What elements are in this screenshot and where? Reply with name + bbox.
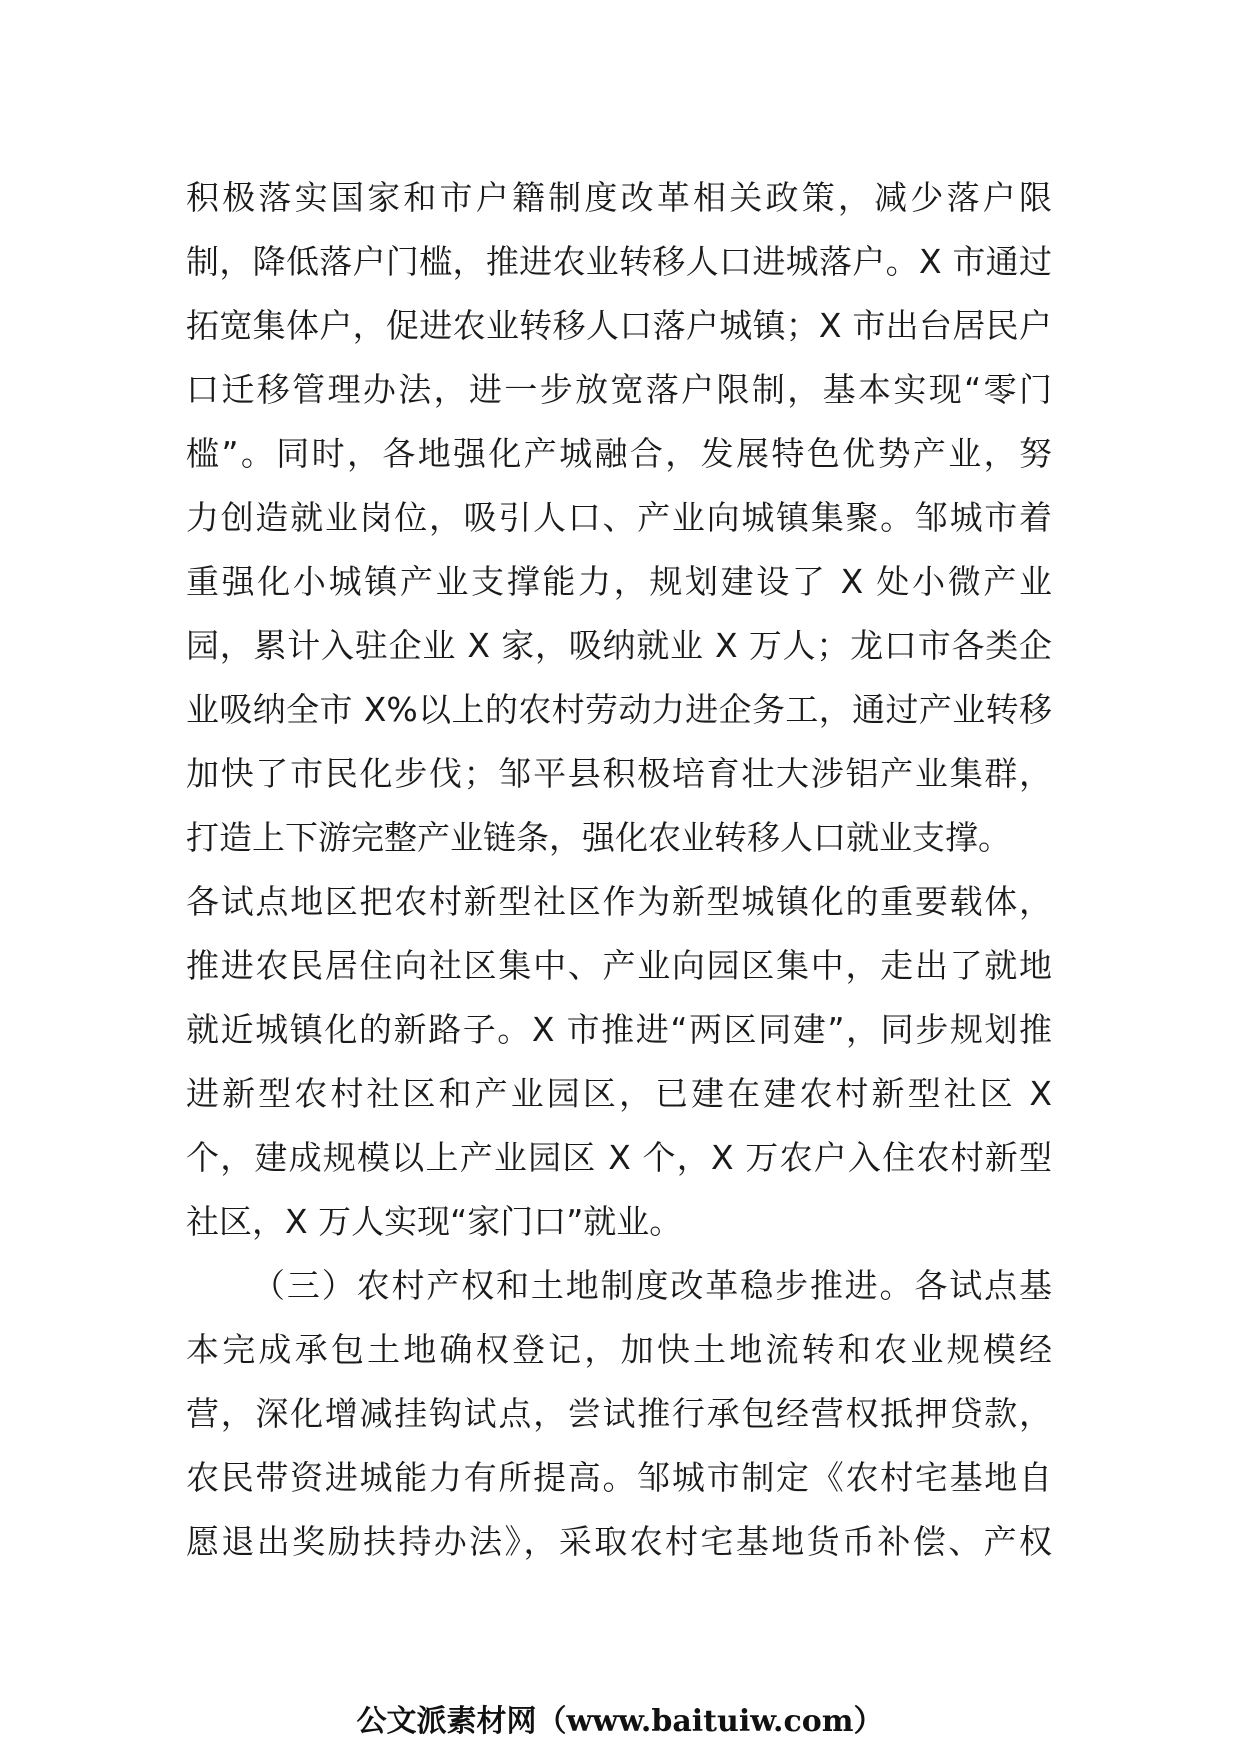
text-line-15: 进新型农村社区和产业园区，已建在建农村新型社区 X (186, 1074, 1052, 1113)
text-line-6: 力创造就业岗位，吸引人口、产业向城镇集聚。邹城市着 (186, 498, 1052, 537)
text-line-8: 园，累计入驻企业 X 家，吸纳就业 X 万人；龙口市各类企 (186, 626, 1052, 665)
section-heading-line: （三）农村产权和土地制度改革稳步推进。各试点基 (252, 1266, 1052, 1305)
text-line-2: 制，降低落户门槛，推进农业转移人口进城落户。X 市通过 (186, 242, 1052, 281)
text-line-21: 农民带资进城能力有所提高。邹城市制定《农村宅基地自 (186, 1458, 1052, 1497)
text-line-17: 社区，X 万人实现“家门口”就业。 (186, 1202, 683, 1241)
text-line-20: 营，深化增减挂钩试点，尝试推行承包经营权抵押贷款， (186, 1394, 1052, 1433)
text-line-13: 推进农民居住向社区集中、产业向园区集中，走出了就地 (186, 946, 1052, 985)
text-line-4: 口迁移管理办法，进一步放宽落户限制，基本实现“零门 (186, 370, 1052, 409)
text-line-11: 打造上下游完整产业链条，强化农业转移人口就业支撑。 (186, 818, 1011, 857)
text-line-22: 愿退出奖励扶持办法》，采取农村宅基地货币补偿、产权 (186, 1522, 1052, 1561)
text-line-3: 拓宽集体户，促进农业转移人口落户城镇；X 市出台居民户 (186, 306, 1052, 345)
body-text (186, 166, 1052, 1574)
text-line-1: 积极落实国家和市户籍制度改革相关政策，减少落户限 (186, 178, 1052, 217)
text-line-7: 重强化小城镇产业支撑能力，规划建设了 X 处小微产业 (186, 562, 1052, 601)
text-line-19: 本完成承包土地确权登记，加快土地流转和农业规模经 (186, 1330, 1052, 1369)
text-line-9: 业吸纳全市 X%以上的农村劳动力进企务工，通过产业转移 (186, 690, 1052, 729)
text-line-10: 加快了市民化步伐；邹平县积极培育壮大涉铝产业集群， (186, 754, 1052, 793)
text-line-12: 各试点地区把农村新型社区作为新型城镇化的重要载体， (186, 882, 1052, 921)
text-line-14: 就近城镇化的新路子。X 市推进“两区同建”，同步规划推 (186, 1010, 1052, 1049)
footer-watermark: 公文派素材网（www.baituiw.com） (356, 1704, 884, 1739)
text-line-16: 个，建成规模以上产业园区 X 个，X 万农户入住农村新型 (186, 1138, 1052, 1177)
text-line-5: 槛”。同时，各地强化产城融合，发展特色优势产业，努 (186, 434, 1052, 473)
